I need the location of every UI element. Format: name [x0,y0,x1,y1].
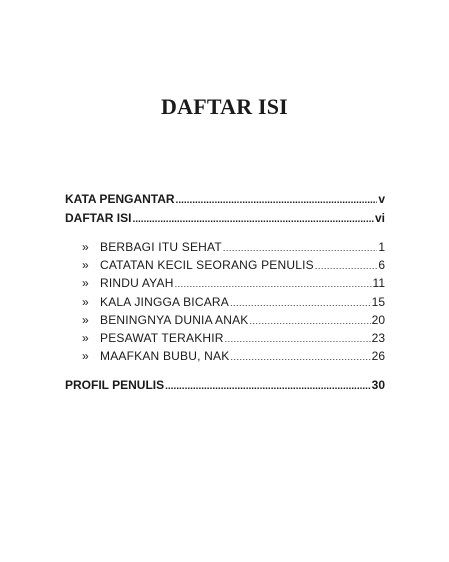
dot-leader [176,192,378,210]
toc-chapter-entry[interactable] [65,256,385,274]
bullet-icon: » [82,294,89,309]
toc-chapter-entry[interactable] [65,238,385,256]
toc-entry-page: v [378,192,385,206]
chapter-list [65,238,385,365]
toc-chapter-title: KALA JINGGA BICARA [100,294,229,309]
dot-leader [230,294,371,312]
table-of-contents [65,190,385,394]
dot-leader [230,348,370,366]
bullet-icon: » [82,349,89,364]
dot-leader [132,211,374,229]
bullet-icon: » [82,330,89,345]
bullet-icon: » [82,276,89,291]
dot-leader [250,312,371,330]
toc-entry-kata-pengantar[interactable] [65,190,385,208]
dot-leader [175,275,372,293]
toc-chapter-entry[interactable] [65,329,385,347]
toc-chapter-title: BERBAGI ITU SEHAT [100,240,222,254]
toc-chapter-entry[interactable] [65,293,385,311]
toc-entry-daftar-isi[interactable] [65,209,385,227]
toc-entry-title: PROFIL PENULIS [65,378,165,393]
dot-leader [225,330,371,348]
toc-chapter-page: 11 [372,276,385,291]
toc-entry-page: vi [374,211,385,225]
toc-chapter-page: 6 [378,258,385,273]
toc-chapter-title: CATATAN KECIL SEORANG PENULIS [100,258,314,273]
bullet-icon: » [82,240,89,254]
toc-entry-profil-penulis[interactable] [65,376,385,394]
toc-chapter-title: RINDU AYAH [100,276,174,291]
page-title: DAFTAR ISI [161,94,288,119]
dot-leader [223,239,377,257]
bullet-icon: » [82,312,89,327]
toc-chapter-page: 23 [371,330,385,345]
bullet-icon: » [82,258,89,273]
dot-leader [165,378,371,396]
toc-chapter-title: MAAFKAN BUBU, NAK [100,349,230,364]
toc-entry-title: DAFTAR ISI [65,211,132,225]
toc-chapter-entry[interactable] [65,311,385,329]
toc-chapter-page: 26 [371,349,385,364]
toc-chapter-entry[interactable] [65,274,385,292]
toc-chapter-title: BENINGNYA DUNIA ANAK [100,312,249,327]
toc-entry-title: KATA PENGANTAR [65,192,175,206]
toc-chapter-entry[interactable] [65,347,385,365]
dot-leader [315,257,377,275]
toc-entry-page: 30 [371,378,385,393]
toc-chapter-title: PESAWAT TERAKHIR [100,330,224,345]
toc-chapter-page: 20 [371,312,385,327]
toc-chapter-page: 15 [371,294,385,309]
toc-chapter-page: 1 [378,240,385,254]
